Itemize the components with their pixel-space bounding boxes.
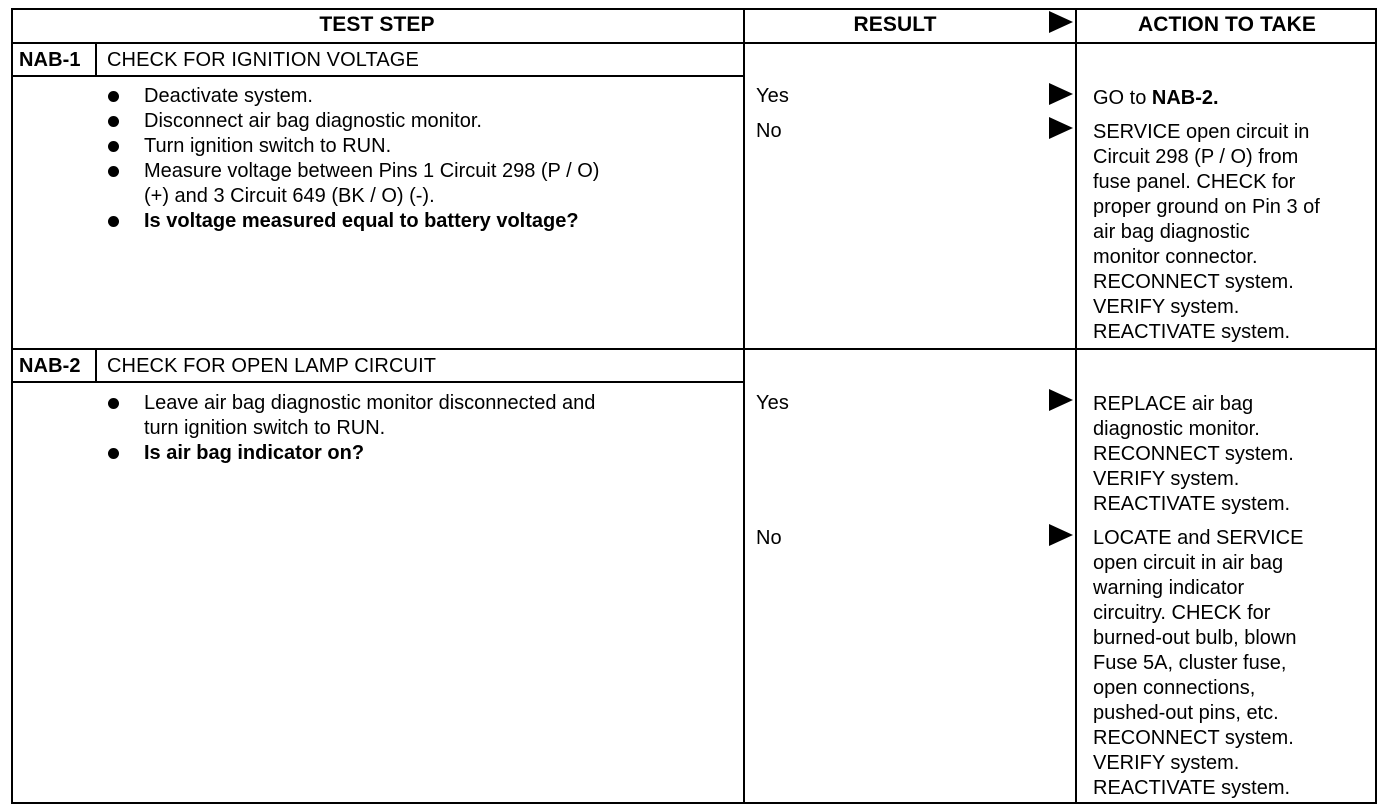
instruction-item: Measure voltage between Pins 1 Circuit 298 (P / O) (+) and 3 Circuit 649 (BK / O) (-). [108, 159, 599, 209]
header-test-step: TEST STEP [319, 13, 435, 36]
step-title-nab-2: CHECK FOR OPEN LAMP CIRCUIT [107, 355, 437, 377]
instruction-item: Turn ignition switch to RUN. [108, 134, 599, 159]
bullet-icon [108, 91, 119, 102]
result-arrow-icon [1049, 389, 1073, 411]
step-instructions-nab-1 [108, 84, 599, 234]
action-nab2-no: LOCATE and SERVICE open circuit in air bag warning indicator circuitry. CHECK for burned-out bulb, blown Fuse 5A, cluster fuse, open connections, pushed-out pins, etc. RECONNECT system. VERIFY system. REACTIVATE system. [1093, 527, 1304, 799]
bullet-icon [108, 166, 119, 177]
instruction-item: Deactivate system. [108, 84, 599, 109]
divider-header-row [11, 42, 1377, 44]
divider-nab2-code [95, 348, 97, 383]
header-arrow-icon [1049, 11, 1073, 33]
header-result: RESULT [853, 13, 937, 36]
result-label-nab1-yes: Yes [756, 85, 789, 107]
bullet-icon [108, 448, 119, 459]
divider-nab1-code [95, 42, 97, 77]
step-instructions-nab-2 [108, 391, 595, 466]
action-nab1-no: SERVICE open circuit in Circuit 298 (P / O) from fuse panel. CHECK for proper ground on Pin 3 of air bag diagnostic monitor connector. RECONNECT system. VERIFY system. REACTIVATE system. [1093, 121, 1320, 343]
action-nab1-yes: GO to NAB-2. [1093, 87, 1219, 109]
instruction-item-question: Is air bag indicator on? [108, 441, 595, 466]
divider-result-column [743, 8, 745, 804]
divider-between-steps [11, 348, 1377, 350]
result-label-nab1-no: No [756, 120, 782, 142]
result-arrow-icon [1049, 117, 1073, 139]
result-label-nab2-yes: Yes [756, 392, 789, 414]
instruction-item: Leave air bag diagnostic monitor disconnected and turn ignition switch to RUN. [108, 391, 595, 441]
result-arrow-icon [1049, 83, 1073, 105]
header-action-to-take: ACTION TO TAKE [1138, 13, 1316, 36]
divider-nab2-title [11, 381, 744, 383]
bullet-icon [108, 116, 119, 127]
instruction-item-question: Is voltage measured equal to battery voltage? [108, 209, 599, 234]
bullet-icon [108, 216, 119, 227]
step-code-nab-1: NAB-1 [19, 49, 81, 71]
result-label-nab2-no: No [756, 527, 782, 549]
step-title-nab-1: CHECK FOR IGNITION VOLTAGE [107, 49, 419, 71]
bullet-icon [108, 398, 119, 409]
divider-action-column [1075, 8, 1077, 804]
instruction-item: Disconnect air bag diagnostic monitor. [108, 109, 599, 134]
step-code-nab-2: NAB-2 [19, 355, 81, 377]
bullet-icon [108, 141, 119, 152]
result-arrow-icon [1049, 524, 1073, 546]
divider-nab1-title [11, 75, 744, 77]
action-nab2-yes: REPLACE air bag diagnostic monitor. RECONNECT system. VERIFY system. REACTIVATE system. [1093, 393, 1294, 515]
